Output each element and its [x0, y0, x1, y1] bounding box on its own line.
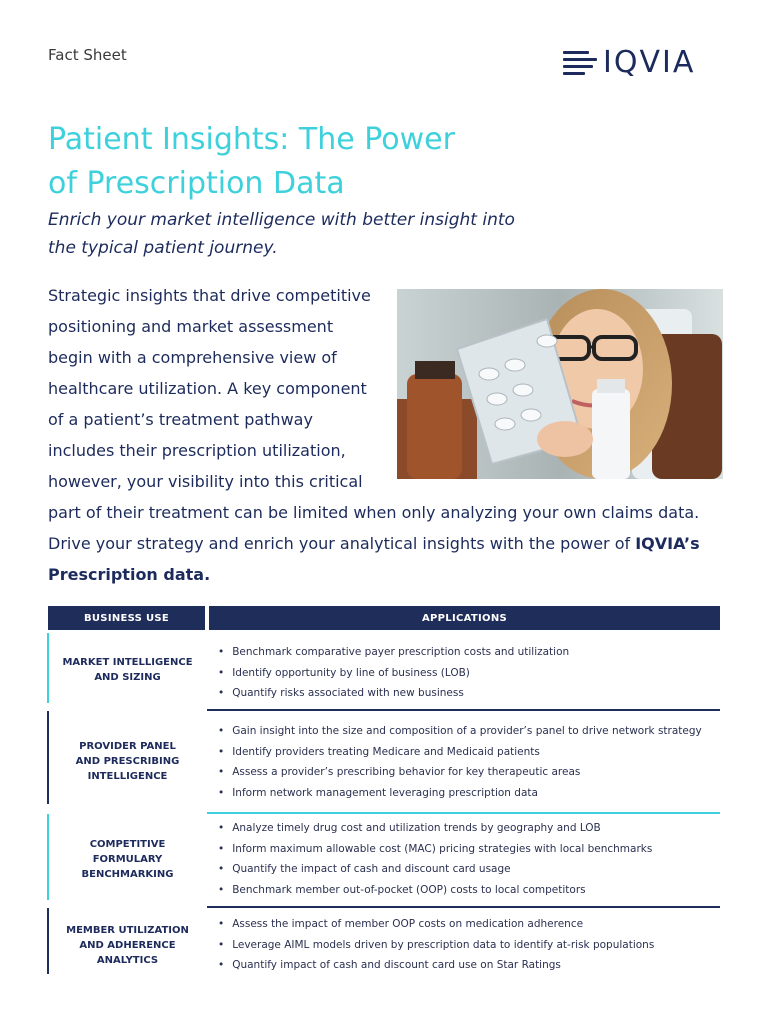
list-item: • Identify providers treating Medicare and Medicaid patients — [218, 742, 718, 763]
logo-wordmark: IQVIA — [603, 45, 696, 80]
page-title — [48, 118, 518, 206]
row-divider — [207, 906, 720, 908]
intro-line: positioning and market assessment — [48, 317, 334, 336]
page-subtitle — [48, 206, 568, 262]
document-type-label: Fact Sheet — [48, 46, 127, 64]
list-item: • Assess a provider’s prescribing behavior for key therapeutic areas — [218, 762, 718, 783]
business-use-member-utilization: MEMBER UTILIZATION AND ADHERENCE ANALYTICS — [66, 924, 189, 966]
list-item: • Analyze timely drug cost and utilization trends by geography and LOB — [218, 818, 718, 839]
intro-paragraph-full-width — [48, 497, 728, 590]
applications-list-competitive-formulary — [218, 818, 718, 901]
logo-lines-icon — [563, 51, 597, 75]
table-header-applications: APPLICATIONS — [209, 606, 720, 630]
title-line-1: Patient Insights: The Power — [48, 122, 455, 157]
row-divider — [207, 709, 720, 711]
business-use-market-intelligence: MARKET INTELLIGENCE AND SIZING — [62, 657, 193, 683]
list-item: • Gain insight into the size and composition of a provider’s panel to drive network strategy — [218, 721, 718, 742]
list-item: • Benchmark comparative payer prescription costs and utilization — [218, 642, 718, 663]
intro-line: of a patient’s treatment pathway — [48, 410, 313, 429]
list-item: • Quantify risks associated with new business — [218, 683, 718, 704]
intro-line: part of their treatment can be limited when only analyzing your own claims data. — [48, 503, 700, 522]
intro-line: begin with a comprehensive view of — [48, 348, 337, 367]
title-line-2: of Prescription Data — [48, 166, 345, 201]
intro-line: however, your visibility into this critical — [48, 472, 363, 491]
intro-line: Strategic insights that drive competitive — [48, 286, 371, 305]
intro-emphasis: Prescription data. — [48, 565, 211, 584]
list-item: • Quantify the impact of cash and discount card usage — [218, 859, 718, 880]
applications-list-member-utilization — [218, 914, 718, 976]
list-item: • Assess the impact of member OOP costs on medication adherence — [218, 914, 718, 935]
list-item: • Inform network management leveraging prescription data — [218, 783, 718, 804]
pharmacist-photo — [397, 289, 723, 479]
iqvia-logo — [563, 46, 695, 80]
subtitle-line-1: Enrich your market intelligence with better insight into — [48, 210, 515, 230]
applications-list-market-intelligence — [218, 642, 718, 704]
list-item: • Identify opportunity by line of business (LOB) — [218, 663, 718, 684]
intro-paragraph-wrapped — [48, 280, 388, 497]
table-header-business-use: BUSINESS USE — [48, 606, 205, 630]
list-item: • Leverage AIML models driven by prescription data to identify at-risk populations — [218, 935, 718, 956]
row-divider — [207, 812, 720, 814]
intro-emphasis: IQVIA’s — [635, 534, 700, 553]
list-item: • Quantify impact of cash and discount card use on Star Ratings — [218, 955, 718, 976]
intro-line: Drive your strategy and enrich your analytical insights with the power of — [48, 534, 636, 553]
intro-line: healthcare utilization. A key component — [48, 379, 367, 398]
business-use-competitive-formulary: COMPETITIVE FORMULARY BENCHMARKING — [81, 838, 174, 880]
intro-line: includes their prescription utilization, — [48, 441, 346, 460]
applications-list-provider-panel — [218, 721, 718, 804]
business-use-provider-panel: PROVIDER PANEL AND PRESCRIBING INTELLIGENCE — [75, 740, 180, 782]
list-item: • Benchmark member out-of-pocket (OOP) costs to local competitors — [218, 880, 718, 901]
subtitle-line-2: the typical patient journey. — [48, 238, 278, 258]
list-item: • Inform maximum allowable cost (MAC) pricing strategies with local benchmarks — [218, 839, 718, 860]
